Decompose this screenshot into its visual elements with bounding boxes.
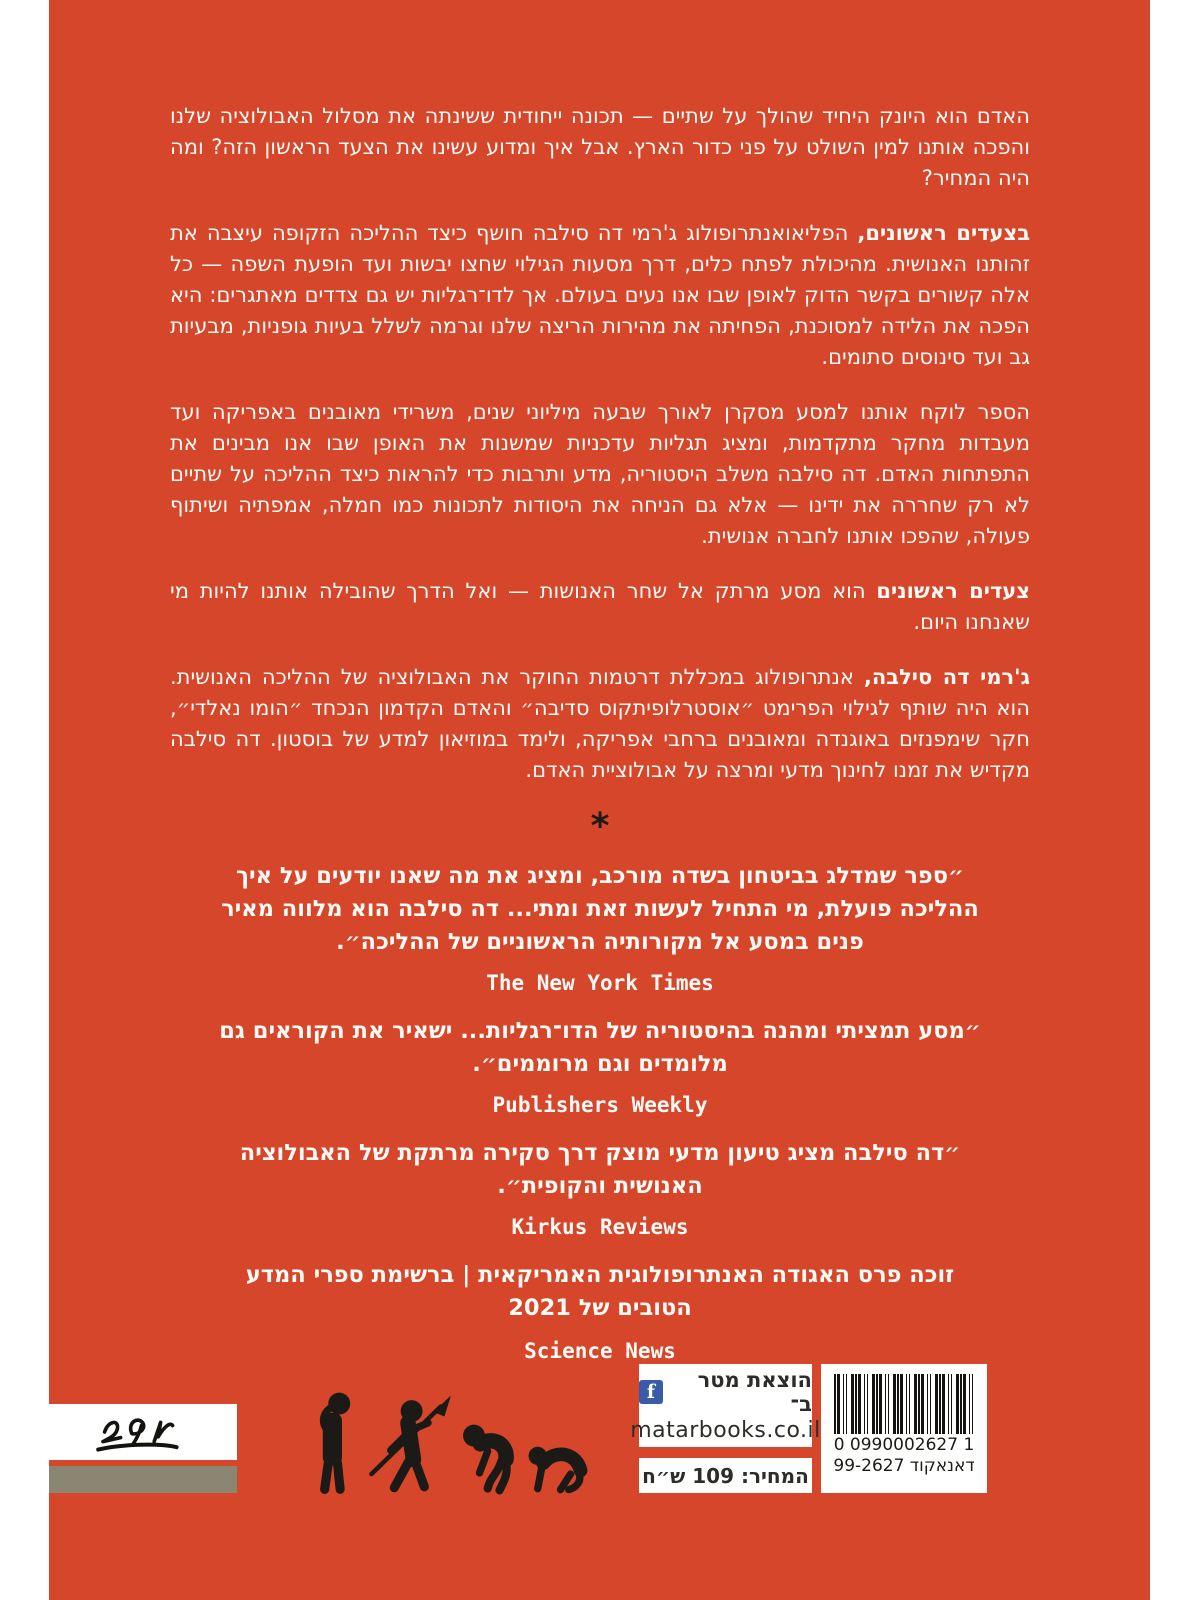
quote-kirkus: ״דה סילבה מציג טיעון מדעי מוצק דרך סקירה מרתקת של האבולוציה האנושית והקופית״. [239, 1140, 961, 1199]
quote-source-science-news: Science News [524, 1339, 676, 1363]
back-cover-text-column [170, 0, 1030, 1383]
facebook-icon: f [639, 1380, 663, 1404]
matar-logo [73, 1408, 213, 1456]
olive-accent-bar [49, 1466, 237, 1493]
paragraph-journey: הספר לוקח אותנו למסע מסקרן לאורך שבעה מיליוני שנים, משרידי מאובנים באפריקה ועד מעבדות מחקר מתקדמות, ומציג תגליות עדכניות שמשנות את האופן שבו אנו מבינים את התפתחות האדם. דה סילבה משלב היסטוריה, מדע ותרבות כדי להראות כיצד ההליכה על שתיים לא רק שחררה את ידינו — אלא גם הניחה את היסודות לתכונות כמו חמלה, אמפתיה ושיתוף פעולה, שהפכו אותנו לחברה אנושית. [170, 400, 1030, 548]
book-title-bold: בצעדים ראשונים, [857, 221, 1031, 245]
award-line: זוכה פרס האגודה האנתרופולוגית האמריקאית | ברשימת ספרי המדע הטובים של 2021 [245, 1262, 955, 1321]
barcode-number: 0 0990002627 1 [833, 1435, 975, 1455]
paragraph-author-bio-text: אנתרופולוג במכללת דרטמות החוקר את האבולוציה של ההליכה האנושית. הוא היה שותף לגילוי הפרימט ״אוסטרלופיתקוס סדיבה״ והאדם הקדמון הנכחד ״הומו נאלדי״, חקר שימפנזים באוגנדה ומאובנים ברחבי אפריקה, ולימד במוזיאון למדע של בוסטון. דה סילבה מקדיש את זמנו לחינוך מדעי ומרצה על אבולוציית האדם. [170, 665, 1030, 782]
paragraph-summary-text: הוא מסע מרתק אל שחר האנושות — ואל הדרך שהובילה אותנו להיות מי שאנחנו היום. [170, 579, 1030, 634]
barcode-icon [834, 1374, 974, 1434]
barcode-box [821, 1364, 987, 1493]
book-title-bold: צעדים ראשונים [876, 579, 1030, 603]
publisher-website: matarbooks.co.il [630, 1418, 821, 1443]
price-label: המחיר: 109 ש״ח [642, 1463, 809, 1488]
quote-source-nyt: The New York Times [486, 971, 714, 995]
price-box [639, 1458, 812, 1493]
quote-source-publishers-weekly: Publishers Weekly [492, 1093, 708, 1117]
evolution-spear-hunter-icon [366, 1389, 454, 1497]
reverse-evolution-figures [300, 1385, 592, 1497]
paragraph-book-description [170, 218, 1030, 373]
quote-publishers-weekly: ״מסע תמציתי ומהנה בהיסטוריה של הדו־רגליות... ישאיר את הקוראים גם מלומדים וגם מרוממים״. [219, 1018, 981, 1077]
evolution-walking-man-icon [300, 1385, 366, 1497]
publisher-logo-box [49, 1404, 237, 1460]
paragraph-summary [170, 576, 1030, 638]
paragraph-author-bio [170, 662, 1030, 786]
evolution-crouching-ape-icon [524, 1433, 592, 1497]
asterisk-divider: * [590, 806, 610, 847]
paragraph-intro: האדם הוא היונק היחיד שהולך על שתיים — תכונה ייחודית ששינתה את מסלול האבולוציה שלנו והפכה אותנו למין השולט על פני כדור הארץ. אבל איך ומדוע עשינו את הצעד הראשון הזה? ומה היה המחיר? [170, 104, 1030, 190]
quote-source-kirkus: Kirkus Reviews [511, 1215, 689, 1239]
book-back-cover [49, 0, 1150, 1600]
author-name-bold: ג'רמי דה סילבה, [863, 665, 1030, 689]
facebook-label: הוצאת מטר ב־ [697, 1368, 812, 1416]
paragraph-book-description-text: הפליאואנתרופולוג ג'רמי דה סילבה חושף כיצד ההליכה הזקופה עיצבה את זהותנו האנושית. מהיכולת לפתח כלים, דרך מסעות הגילוי שחצו יבשות ועד הופעת השפה — כל אלה קשורים בקשר הדוק לאופן שבו אנו נעים בעולם. אך לדו־רגליות יש גם צדדים מאתגרים: היא הפכה את הלידה למסוכנת, הפחיתה את מהירות הריצה שלנו וגרמה לשלל בעיות גופניות, מבעיות גב ועד סינוסים סתומים. [170, 221, 1030, 369]
danacode-label: דאנאקוד 99-2627 [833, 1456, 975, 1476]
facebook-line [639, 1368, 812, 1416]
evolution-hunched-hominid-icon [453, 1407, 524, 1497]
quote-nyt: ״ספר שמדלג בביטחון בשדה מורכב, ומציג את מה שאנו יודעים על איך ההליכה פועלת, מי התחיל לעשות זאת ומתי... דה סילבה הוא מלווה מאיר פנים במסע אל מקורותיה הראשוניים של ההליכה״. [221, 863, 979, 955]
publisher-contact-box [630, 1364, 821, 1447]
